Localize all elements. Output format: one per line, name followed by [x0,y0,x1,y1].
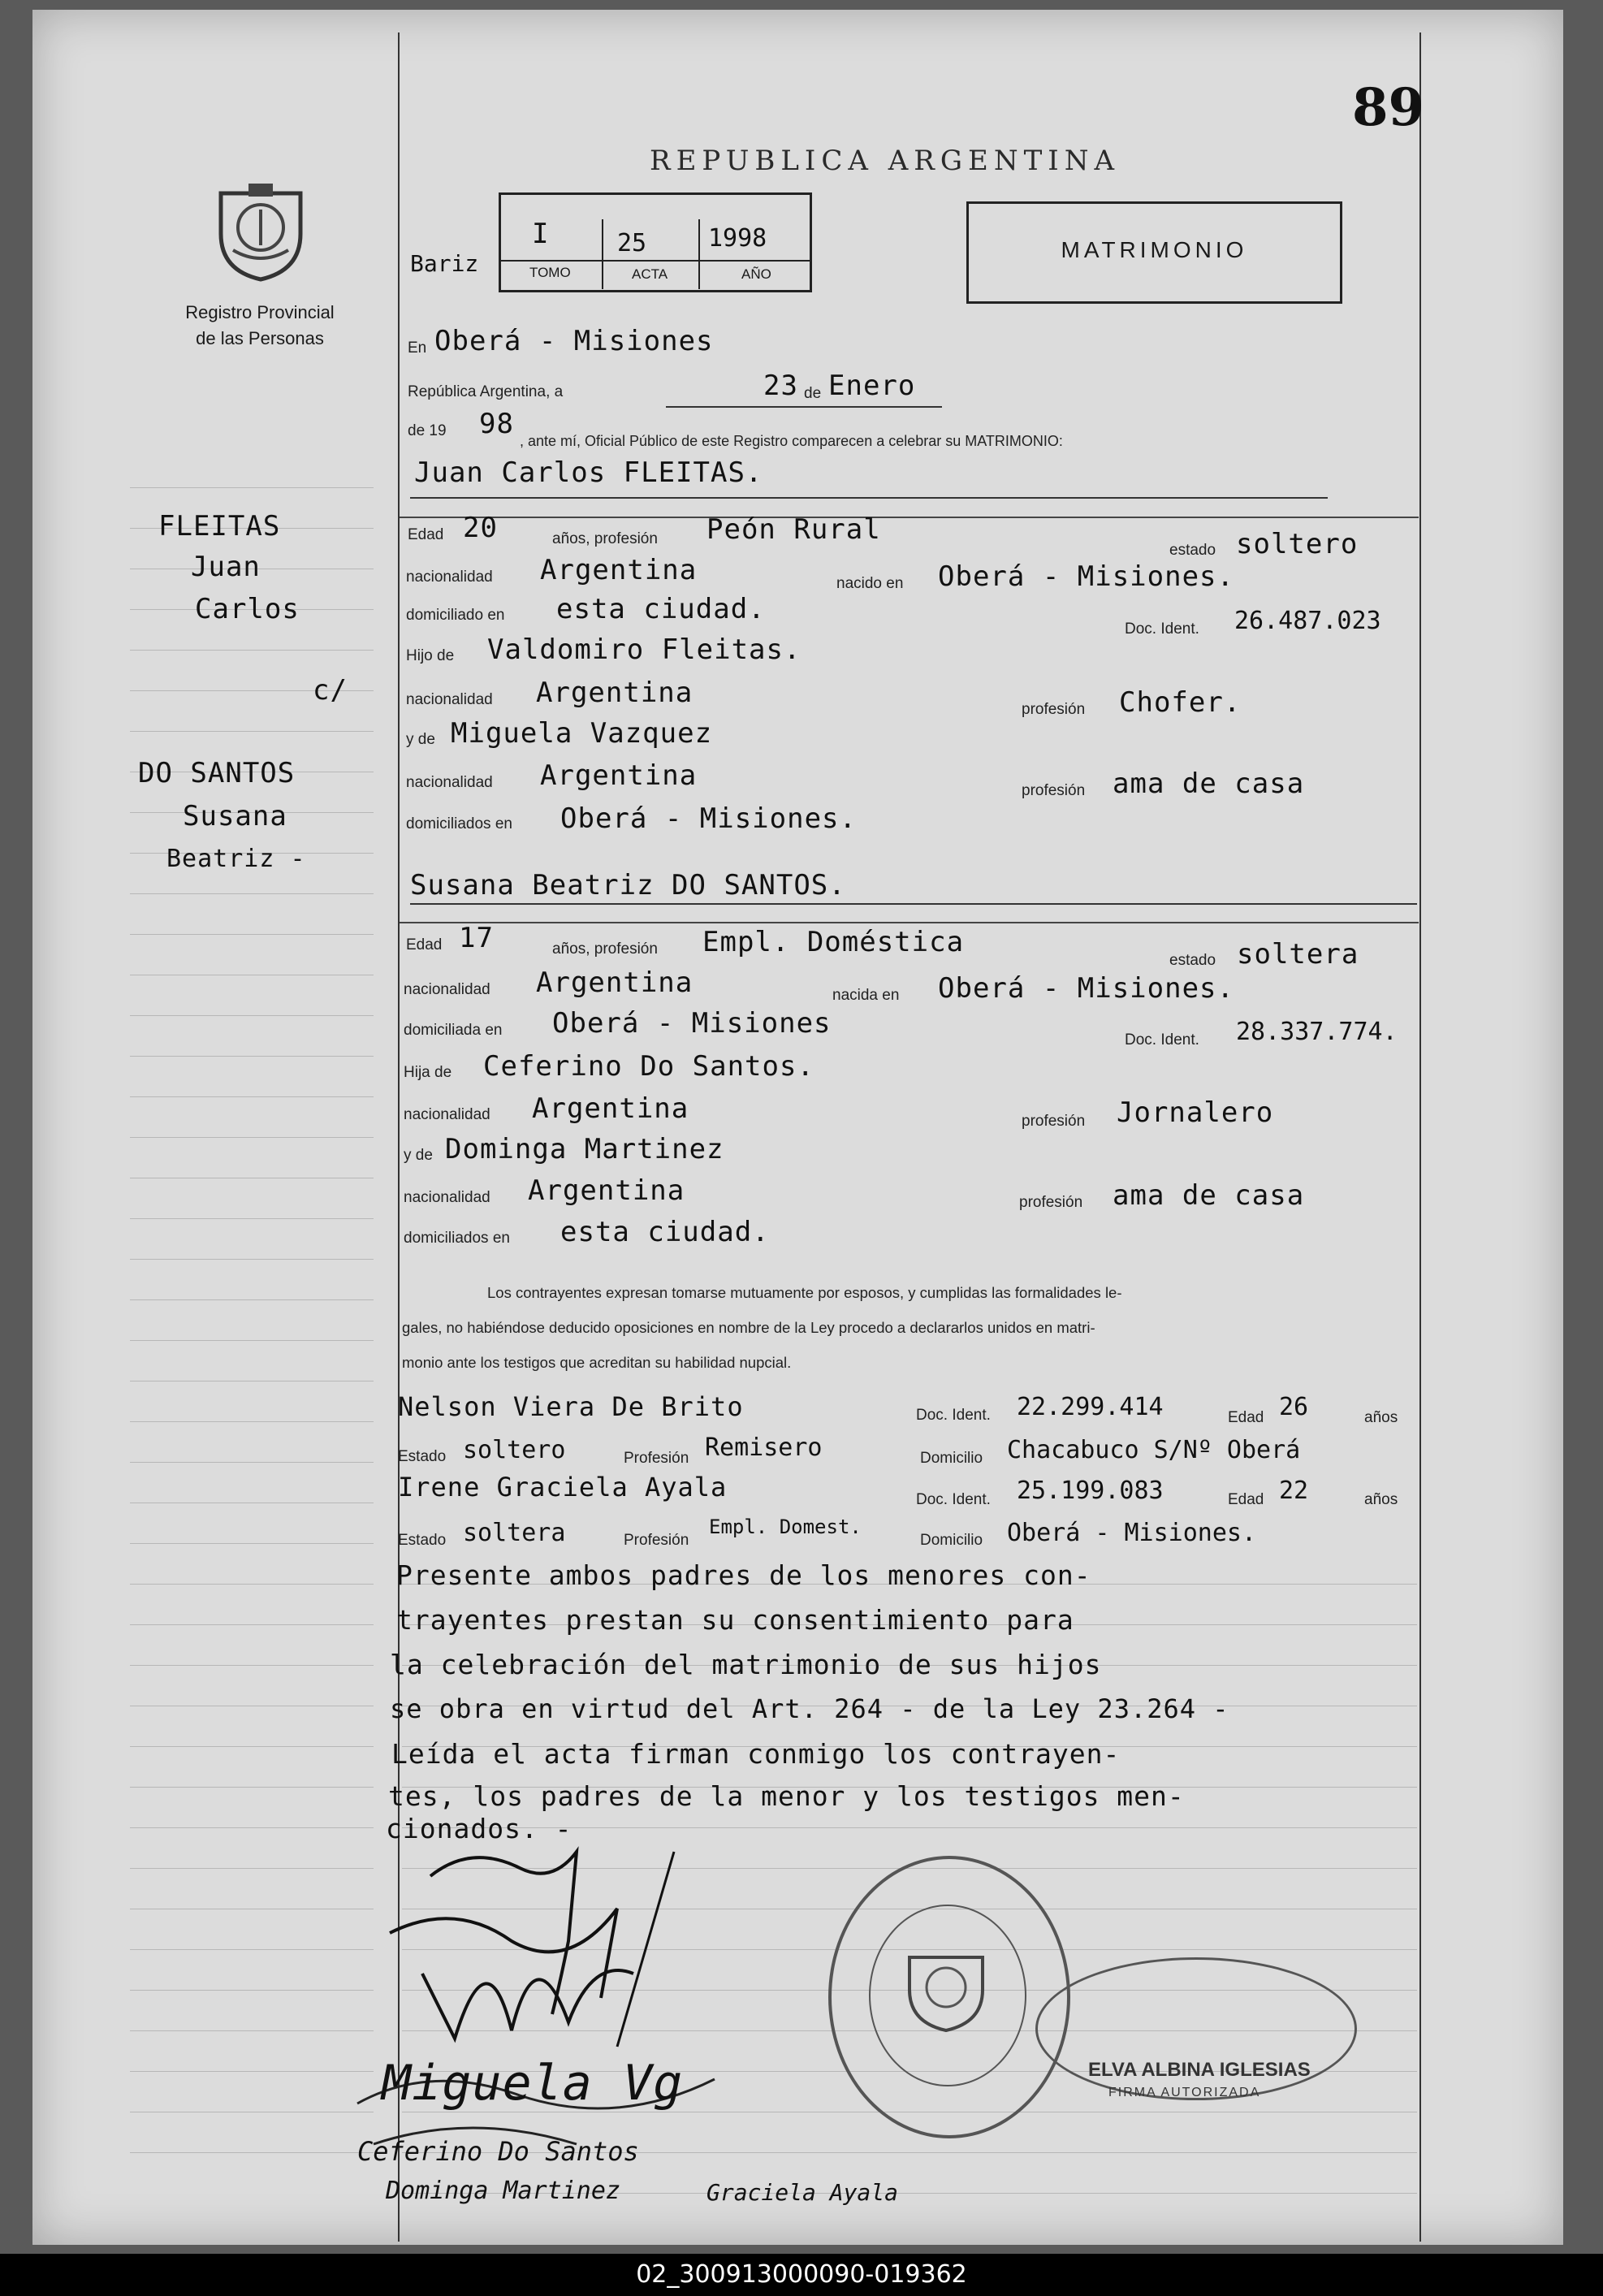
groom-parents-dom-label: domiciliados en [406,815,512,832]
note-line7: cionados. - [386,1813,572,1844]
groom-birthplace: Oberá - Misiones. [938,560,1234,593]
authority-name: ELVA ALBINA IGLESIAS [1088,2059,1311,2081]
witness2-estado: soltera [463,1519,566,1547]
groom-estado: soltero [1236,528,1359,560]
country-title: REPUBLICA ARGENTINA [650,145,1121,177]
tomo-value: I [532,218,550,250]
witness2-prof-label: Profesión [624,1532,689,1549]
witness1-estado-label: Estado [398,1448,447,1465]
witness1-age-label: Edad [1228,1409,1264,1426]
groom-nationality: Argentina [540,554,698,586]
groom-profession: Peón Rural [706,513,881,546]
margin-ruled-line [130,1624,374,1625]
margin-ruled-line [130,1137,374,1138]
margin-note-surname-groom: FLEITAS [158,510,281,543]
bride-father-nat-label: nacionalidad [404,1106,490,1123]
day-value: 23 [763,370,798,402]
bride-mother-yde-label: y de [404,1147,433,1164]
witness1-doc: 22.299.414 [1017,1393,1164,1421]
bride-profession: Empl. Doméstica [702,926,965,958]
bride-birthplace: Oberá - Misiones. [938,972,1234,1005]
margin-ruled-line [130,1015,374,1016]
declaration-line1: Los contrayentes expresan tomarse mutuamente por esposos, y cumplidas las formalidades le- [487,1284,1122,1301]
margin-note-name2: Carlos [195,593,300,625]
margin-note-name3: Susana [183,800,287,832]
year-prefix-label: de 19 [408,422,447,439]
margin-note-surname-bride: DO SANTOS [138,757,296,789]
note-line5: Leída el acta firman conmigo los contrayen- [391,1738,1121,1770]
groom-doc: 26.487.023 [1234,607,1381,635]
bride-age: 17 [459,922,494,954]
witness1-doc-label: Doc. Ident. [916,1407,991,1424]
groom-age: 20 [463,512,498,544]
groom-profession-label: años, profesión [552,530,658,547]
groom-mother-nat-label: nacionalidad [406,774,493,791]
groom-father-nat: Argentina [536,677,693,709]
declaration-line2: gales, no habiéndose deducido oposiciones en nombre de la Ley procedo a declararlos unidos en matri- [402,1319,1095,1336]
bride-full-name: Susana Beatriz DO SANTOS. [410,869,846,902]
bride-mother-nat: Argentina [528,1174,685,1207]
margin-ruled-line [130,893,374,894]
bride-estado: soltera [1237,938,1359,971]
de-label: de [804,385,822,402]
margin-note-connector: c/ [313,674,348,707]
registry-name-line2: de las Personas [196,328,324,348]
bride-domicile-label: domiciliada en [404,1022,503,1039]
authority-title: FIRMA AUTORIZADA [1108,2086,1261,2099]
witness2-estado-label: Estado [398,1532,447,1549]
signature-father-bride: Ceferino Do Santos [357,2136,639,2167]
page-number: 89 [1352,77,1425,138]
margin-ruled-line [130,1218,374,1219]
bride-doc-label: Doc. Ident. [1125,1031,1199,1049]
year-label: AÑO [741,266,771,282]
margin-ruled-line [130,487,374,488]
groom-mother: Miguela Vazquez [451,717,713,750]
groom-father-prof: Chofer. [1119,686,1242,719]
witness2-name: Irene Graciela Ayala [398,1472,728,1503]
republica-label: República Argentina, a [408,383,564,400]
acta-label: ACTA [632,266,668,282]
side-note: Bariz [410,250,479,277]
act-type-title: MATRIMONIO [1061,237,1248,262]
bride-parents-dom: esta ciudad. [560,1216,770,1248]
witness1-name: Nelson Viera De Brito [398,1391,744,1422]
witness2-dom-label: Domicilio [920,1532,983,1549]
groom-age-label: Edad [408,526,444,543]
groom-doc-label: Doc. Ident. [1125,620,1199,638]
groom-nationality-label: nacionalidad [406,569,493,586]
note-line2: trayentes prestan su consentimiento para [396,1604,1074,1636]
place-value: Oberá - Misiones [434,325,714,357]
margin-ruled-line [130,1827,374,1828]
bride-section-divider [400,922,1419,923]
registry-name-line1: Registro Provincial [185,302,335,322]
right-margin-line [1419,32,1421,2242]
margin-ruled-line [130,1421,374,1422]
note-line6: tes, los padres de la menor y los testigos men- [388,1780,1185,1812]
margin-ruled-line [130,731,374,732]
note-line4: se obra en virtud del Art. 264 - de la Ley 23.264 - [390,1693,1229,1724]
tomo-label: TOMO [529,265,571,280]
month-value: Enero [828,370,916,402]
margin-ruled-line [130,650,374,651]
groom-estado-label: estado [1169,542,1216,559]
groom-section-divider [400,517,1419,518]
signature-mother-groom: Miguela Vg [382,2055,684,2112]
margin-note-name4: Beatriz - [166,845,306,873]
margin-ruled-line [130,1056,374,1057]
seal-emblem-icon [897,1945,995,2034]
groom-hijo-label: Hijo de [406,647,455,664]
bride-birthplace-label: nacida en [832,987,900,1004]
witness2-age-label: Edad [1228,1491,1264,1508]
witness1-prof-label: Profesión [624,1450,689,1467]
groom-parents-dom: Oberá - Misiones. [560,802,857,835]
bride-profession-label: años, profesión [552,940,658,958]
margin-ruled-line [130,1299,374,1300]
bride-mother-prof: ama de casa [1113,1179,1305,1212]
groom-birthplace-label: nacido en [836,575,904,592]
margin-ruled-line [130,1462,374,1463]
margin-ruled-line [130,1340,374,1341]
groom-mother-prof-label: profesión [1022,782,1086,799]
groom-full-name: Juan Carlos FLEITAS. [414,456,763,489]
coat-of-arms-icon [213,177,309,283]
bride-father-prof-label: profesión [1022,1113,1086,1130]
bride-parents-dom-label: domiciliados en [404,1230,510,1247]
groom-domicile-label: domiciliado en [406,607,505,624]
witness2-age: 22 [1279,1477,1309,1505]
witness2-anos-label: años [1364,1491,1398,1508]
bride-father-prof: Jornalero [1117,1096,1274,1129]
witness1-domicile: Chacabuco S/Nº Oberá [1007,1436,1301,1464]
acta-value: 25 [617,229,647,257]
margin-ruled-line [130,1787,374,1788]
margin-ruled-line [130,1665,374,1666]
bride-estado-label: estado [1169,952,1216,969]
groom-mother-nat: Argentina [540,759,698,792]
note-line1: Presente ambos padres de los menores con- [396,1559,1091,1591]
groom-father-prof-label: profesión [1022,701,1086,718]
margin-ruled-line [130,1584,374,1585]
groom-mother-prof: ama de casa [1113,767,1305,800]
year-value: 1998 [708,224,767,253]
witness2-domicile: Oberá - Misiones. [1007,1519,1257,1547]
margin-ruled-line [130,1096,374,1097]
note-line3: la celebración del matrimonio de sus hijos [390,1649,1102,1680]
witness2-doc: 25.199.083 [1017,1477,1164,1505]
bride-mother-prof-label: profesión [1019,1194,1083,1211]
bride-nationality: Argentina [536,966,693,999]
witness2-profession: Empl. Domest. [709,1516,862,1538]
bride-father-nat: Argentina [532,1092,689,1125]
bride-nationality-label: nacionalidad [404,981,490,998]
bride-hija-label: Hija de [404,1064,452,1081]
bride-mother-nat-label: nacionalidad [404,1189,490,1206]
margin-ruled-line [130,1543,374,1544]
margin-ruled-line [130,1746,374,1747]
year-suffix-value: 98 [479,408,514,440]
bride-doc: 28.337.774. [1236,1018,1398,1046]
witness1-anos-label: años [1364,1409,1398,1426]
groom-father-nat-label: nacionalidad [406,691,493,708]
signature-witness2: Graciela Ayala [706,2179,899,2206]
margin-note-name1: Juan [191,551,261,583]
image-id: 02_300913000090-019362 [636,2260,967,2289]
bride-domicile: Oberá - Misiones [552,1007,832,1040]
signature-mother-bride: Dominga Martinez [386,2177,620,2205]
witness1-age: 26 [1279,1393,1309,1421]
en-label: En [408,339,427,357]
bride-father: Ceferino Do Santos. [483,1050,814,1083]
declaration-line3: monio ante los testigos que acreditan su habilidad nupcial. [402,1354,792,1371]
groom-mother-yde-label: y de [406,731,435,748]
groom-father: Valdomiro Fleitas. [487,633,802,666]
intro-text: , ante mí, Oficial Público de este Registro comparecen a celebrar su MATRIMONIO: [520,433,1063,449]
witness1-estado: soltero [463,1436,566,1464]
witness2-doc-label: Doc. Ident. [916,1491,991,1508]
witness1-dom-label: Domicilio [920,1450,983,1467]
bride-mother: Dominga Martinez [445,1133,724,1165]
witness1-profession: Remisero [705,1433,823,1462]
margin-ruled-line [130,934,374,935]
groom-domicile: esta ciudad. [556,593,766,625]
bride-age-label: Edad [406,936,443,953]
margin-ruled-line [130,1259,374,1260]
